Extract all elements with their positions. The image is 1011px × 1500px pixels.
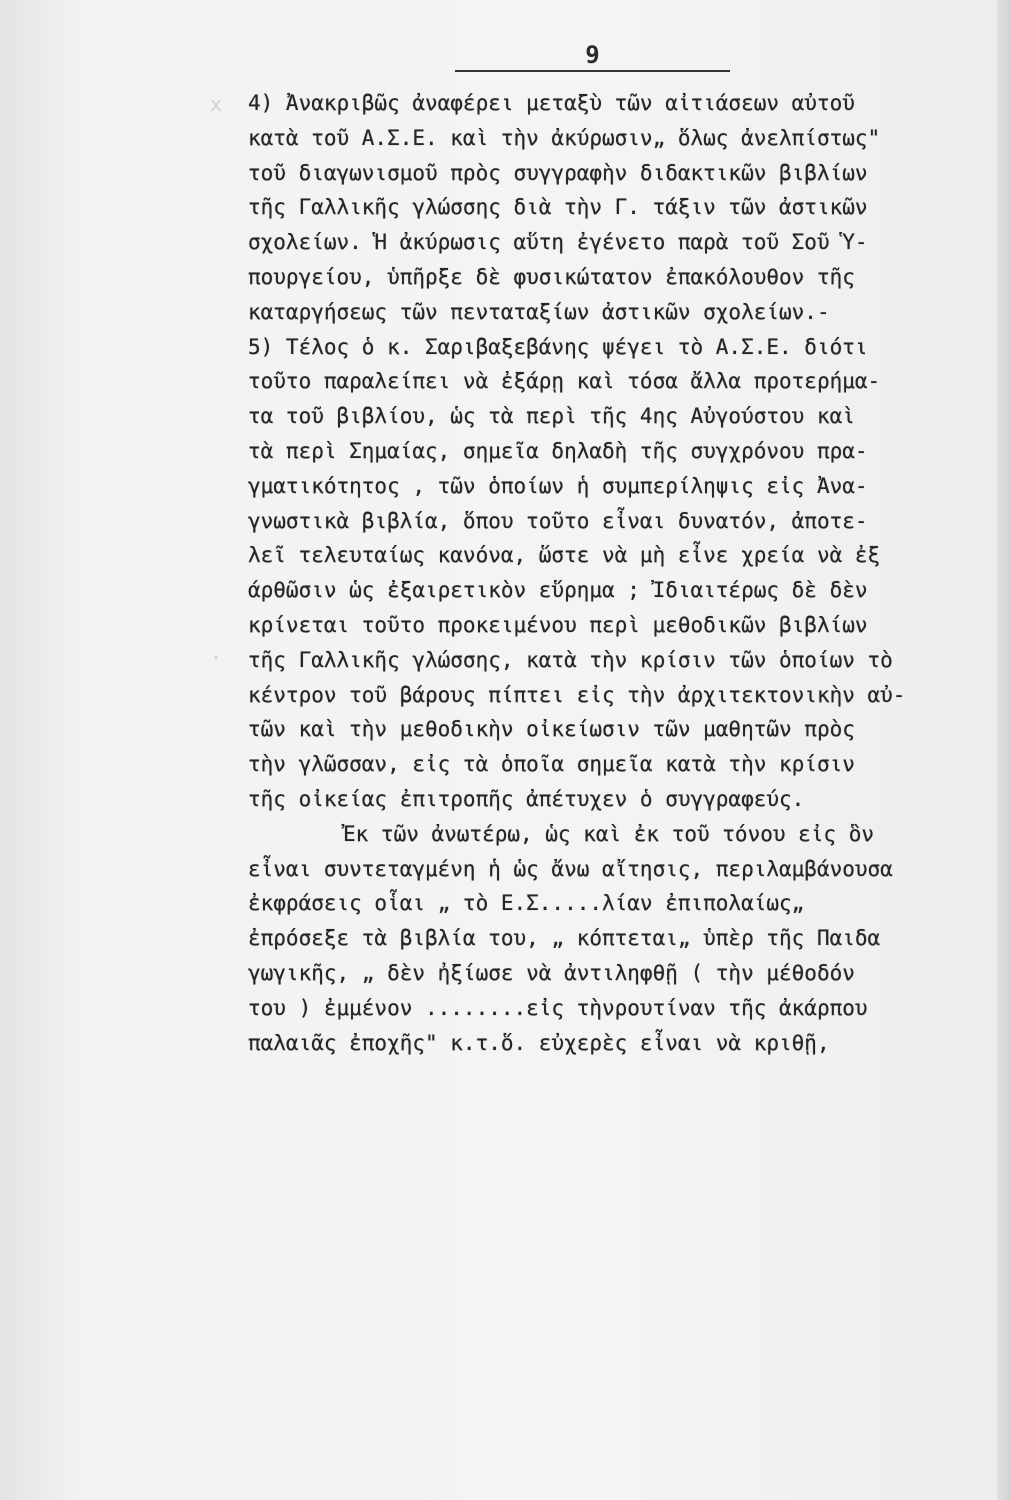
text-line: τὰ περὶ Σημαίας, σημεῖα δηλαδὴ τῆς συγχρόνου πρα- xyxy=(248,438,868,463)
text-line: λεῖ τελευταίως κανόνα, ὥστε νὰ μὴ εἶνε χρεία νὰ ἐξ xyxy=(248,543,881,568)
bleed-through-mark: . xyxy=(210,640,223,664)
text-line: τῆς οἰκείας ἐπιτροπῆς ἀπέτυχεν ὁ συγγραφεύς. xyxy=(248,786,805,811)
text-line: καταργήσεως τῶν πενταταξίων ἀστικῶν σχολείων.- xyxy=(248,299,830,324)
text-line: γνωστικὰ βιβλία, ὅπου τοῦτο εἶναι δυνατόν, ἀποτε- xyxy=(248,508,868,533)
text-line: παλαιᾶς ἐποχῆς" κ.τ.ὅ. εὐχερὲς εἶναι νὰ κριθῇ, xyxy=(248,1030,830,1055)
text-line: κέντρον τοῦ βάρους πίπτει εἰς τὴν ἀρχιτεκτονικὴν αὐ- xyxy=(248,682,906,707)
text-line: τοῦτο παραλείπει νὰ ἐξάρῃ καὶ τόσα ἄλλα προτερήμα- xyxy=(248,369,881,394)
text-line: τῆς Γαλλικῆς γλώσσης, κατὰ τὴν κρίσιν τῶν ὁποίων τὸ xyxy=(248,647,893,672)
text-line: του ) ἐμμένον ........εἰς τὴνρουτίναν τῆς ἀκάρπου xyxy=(248,995,868,1020)
text-line: σχολείων. Ἡ ἀκύρωσις αὕτη ἐγένετο παρὰ τοῦ Σοῦ Ὑ- xyxy=(248,230,868,255)
text-line: άρθῶσιν ὡς ἐξαιρετικὸν εὕρημα ; Ἰδιαιτέρως δὲ δὲν xyxy=(248,578,868,603)
text-line: τῶν καὶ τὴν μεθοδικὴν οἰκείωσιν τῶν μαθητῶν πρὸς xyxy=(248,717,855,742)
text-line: τοῦ διαγωνισμοῦ πρὸς συγγραφὴν διδακτικῶν βιβλίων xyxy=(248,160,868,185)
text-line: κατὰ τοῦ Α.Σ.Ε. καὶ τὴν ἀκύρωσιν„ ὅλως ἀνελπίστως" xyxy=(248,125,881,150)
text-line: ἐπρόσεξε τὰ βιβλία του, „ κόπτεται„ ὑπὲρ τῆς Παιδα xyxy=(248,926,881,951)
page-number: 9 xyxy=(455,40,730,72)
text-line: 5) Τέλος ὁ κ. Σαριβαξεβάνης ψέγει τὸ Α.Σ.Ε. διότι xyxy=(248,334,868,359)
text-line: ἐκφράσεις οἷαι „ τὸ Ε.Σ.....λίαν ἐπιπολαίως„ xyxy=(248,891,805,916)
text-line: γωγικῆς, „ δὲν ἠξίωσε νὰ ἀντιληφθῇ ( τὴν μέθοδόν xyxy=(248,960,855,985)
text-line: τὴν γλῶσσαν, εἰς τὰ ὁποῖα σημεῖα κατὰ τὴν κρίσιν xyxy=(248,752,855,777)
text-line: τῆς Γαλλικῆς γλώσσης διὰ τὴν Γ. τάξιν τῶν ἀστικῶν xyxy=(248,195,868,220)
text-line: τα τοῦ βιβλίου, ὡς τὰ περὶ τῆς 4ης Αὐγούστου καὶ xyxy=(248,404,855,429)
text-line: 4) Ἀνακριβῶς ἀναφέρει μεταξὺ τῶν αἰτιάσεων αὐτοῦ xyxy=(248,91,855,115)
scan-edge xyxy=(997,0,1011,1500)
text-line: κρίνεται τοῦτο προκειμένου περὶ μεθοδικῶν βιβλίων xyxy=(248,612,868,637)
text-line: εἶναι συντεταγμένη ἡ ὡς ἄνω αἴτησις, περιλαμβάνουσα xyxy=(248,856,893,881)
bleed-through-mark: x xyxy=(210,92,223,116)
text-line: πουργείου, ὑπῆρξε δὲ φυσικώτατον ἐπακόλουθον τῆς xyxy=(248,264,855,289)
text-line: γματικότητος , τῶν ὁποίων ἡ συμπερίληψις εἰς Ἀνα- xyxy=(248,473,868,498)
typed-letter-body xyxy=(248,86,988,1060)
text-line: Ἐκ τῶν ἀνωτέρω, ὡς καὶ ἐκ τοῦ τόνου εἰς ὃν xyxy=(343,821,875,846)
